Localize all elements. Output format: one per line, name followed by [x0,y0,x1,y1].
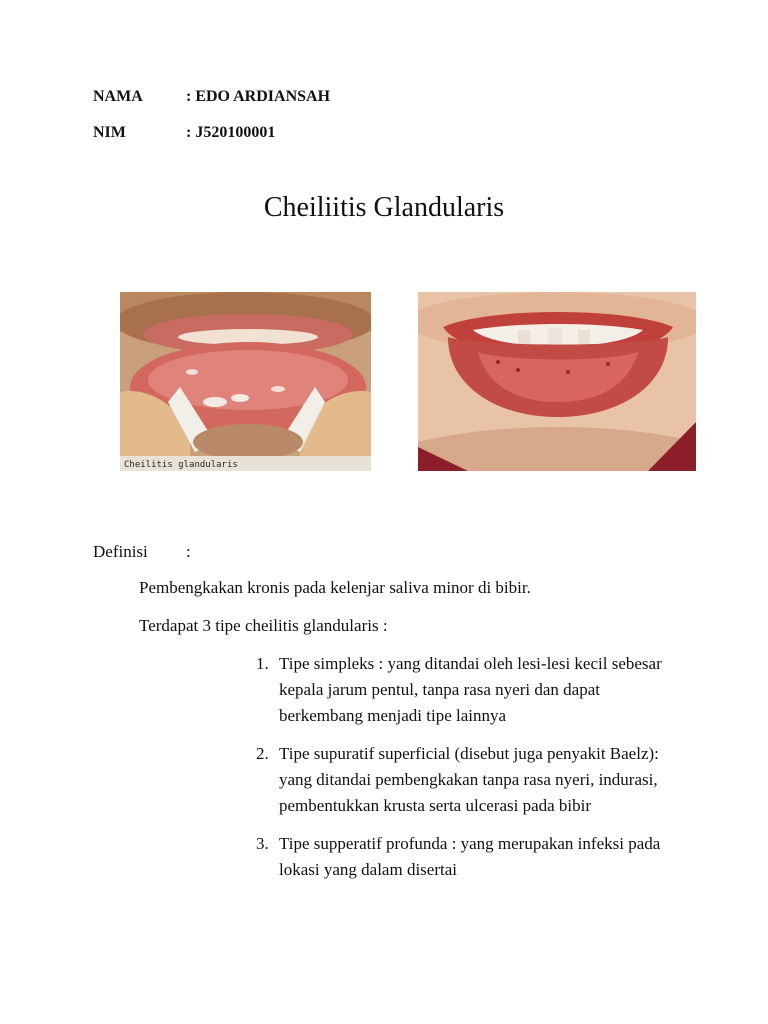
student-id-label: NIM [93,124,126,141]
clinical-photo-left [120,292,371,471]
photo-caption: Cheilitis glandularis [124,460,238,470]
student-id-value: : J520100001 [186,124,276,141]
types-list [256,651,686,895]
list-text: Tipe simpleks : yang ditandai oleh lesi-lesi kecil sebesar kepala jarum pentul, tanpa rasa nyeri dan dapat berkembang menjadi tipe lainnya [279,654,662,725]
list-text: Tipe supperatif profunda : yang merupakan infeksi pada lokasi yang dalam disertai [279,834,661,879]
student-id-row [93,124,275,142]
clinical-photo-right [418,292,696,471]
list-number: 3. [256,834,269,853]
list-number: 1. [256,654,269,673]
list-text: Tipe supuratif superficial (disebut juga penyakit Baelz): yang ditandai pembengkakan tanpa rasa nyeri, indurasi, pembentukkan krusta serta ulcerasi pada bibir [279,744,659,815]
list-number: 2. [256,744,269,763]
page-title: Cheiliitis Glandularis [263,192,505,223]
definition-colon: : [186,542,191,561]
list-item [256,741,686,819]
name-value: : EDO ARDIANSAH [186,88,331,105]
name-label: NAMA [93,88,143,105]
definition-label: Definisi [93,542,148,561]
name-row [93,88,330,106]
types-intro: Terdapat 3 tipe cheilitis glandularis : [139,616,388,635]
definition-text: Pembengkakan kronis pada kelenjar saliva minor di bibir. [139,578,531,597]
definition-row [93,539,191,565]
list-item [256,651,686,729]
list-item [256,831,686,883]
